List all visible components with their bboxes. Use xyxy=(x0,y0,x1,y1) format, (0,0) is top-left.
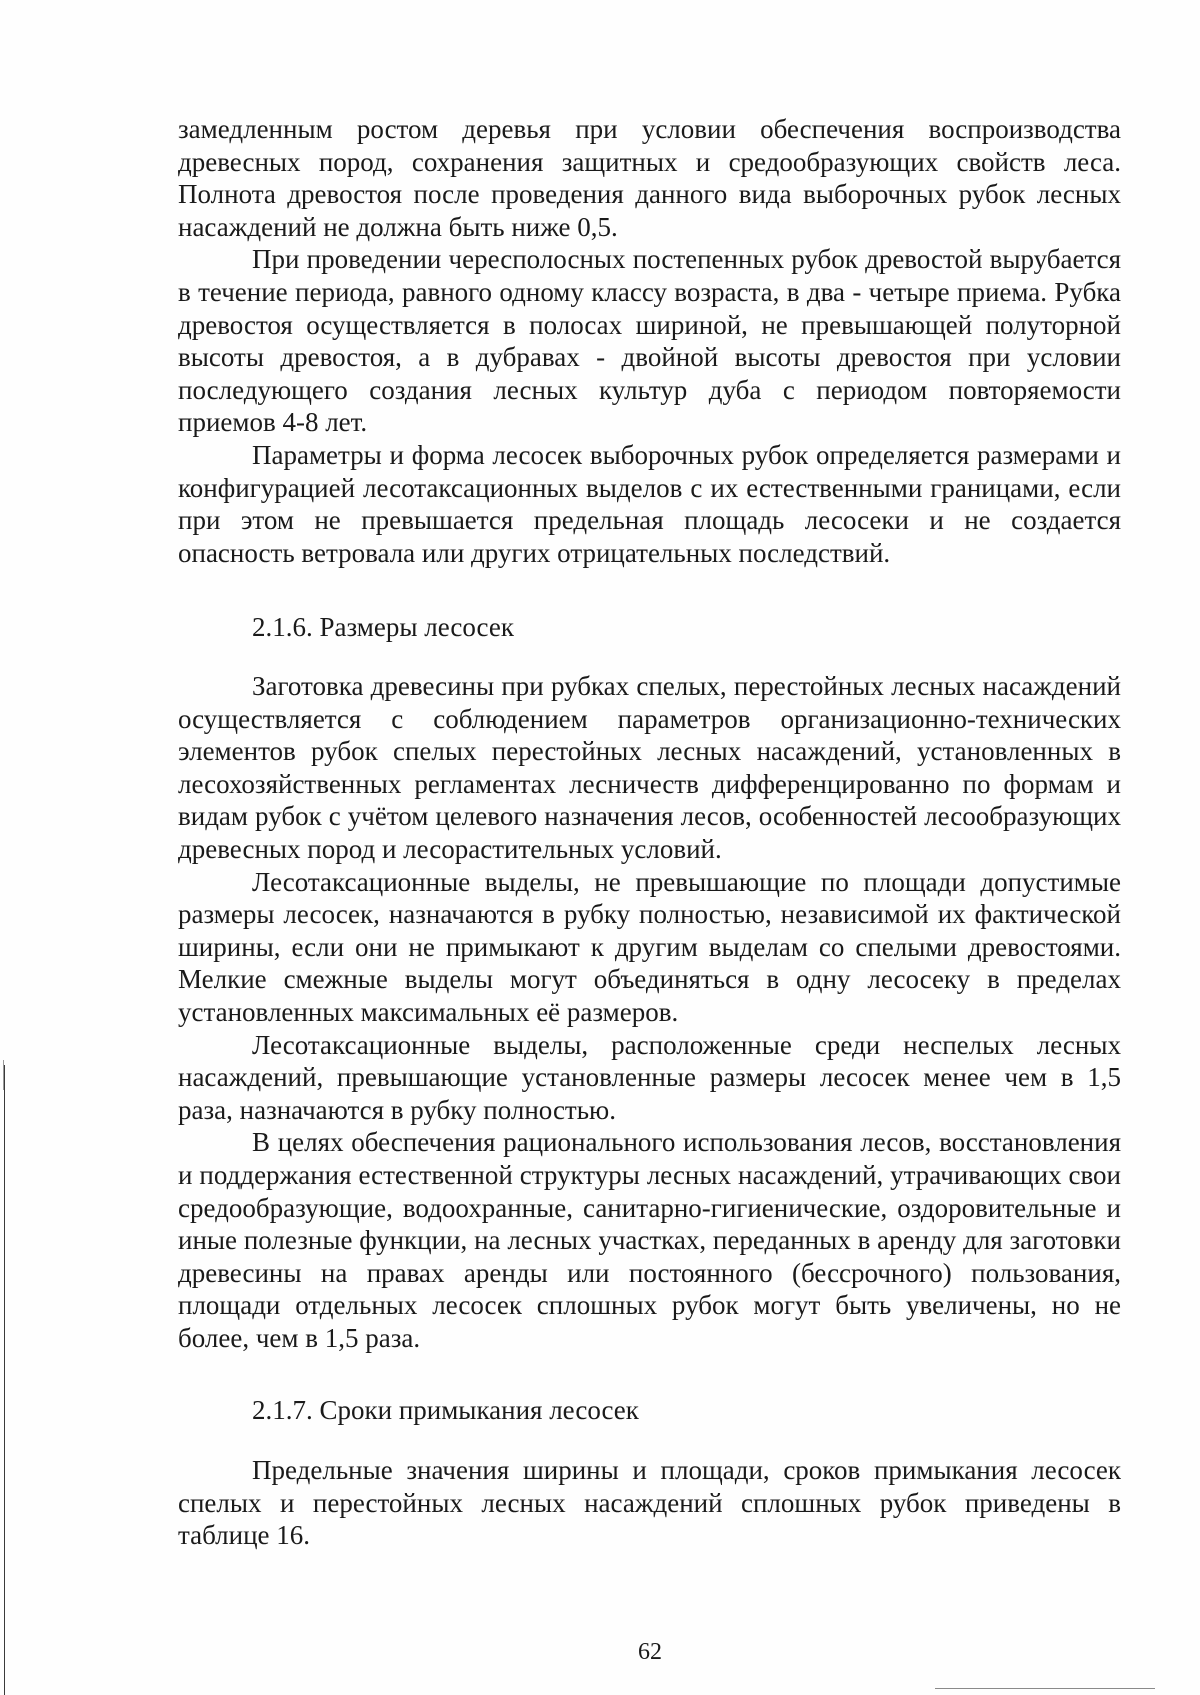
page-number: 62 xyxy=(638,1639,662,1665)
paragraph-allotments-full-cut: Лесотаксационные выделы, не превышающие по площади допустимые размеры лесосек, назначаются в рубку полностью, независимой их фактической ширины, если они не примыкают к другим выделам со спелыми древостоями. Мелкие смежные выделы могут объединяться в одну лесосеку в пределах установленных максимальных её размеров. xyxy=(178,866,1121,1027)
paragraph-strip-cutting: При проведении чересполосных постепенных рубок древостой вырубается в течение периода, равного одному классу возраста, в два - четыре приема. Рубка древостоя осуществляется в полосах шириной, не превышающей полуторной высоты древостоя, а в дубравах - двойной высоты древостоя при условии последующего создания лесных культур дуба с периодом повторяемости приемов 4-8 лет. xyxy=(178,244,1121,438)
scan-bottom-line xyxy=(935,1688,1155,1689)
paragraph-allotments-immature: Лесотаксационные выделы, расположенные среди неспелых лесных насаждений, превышающие установленные размеры лесосек менее чем в 1,5 раза, назначаются в рубку полностью. xyxy=(178,1029,1121,1125)
section-217-text-block xyxy=(178,1454,1121,1552)
section-heading-216: 2.1.6. Размеры лесосек xyxy=(252,612,514,642)
paragraph-continued: замедленным ростом деревья при условии обеспечения воспроизводства древесных пород, сохранения защитных и средообразующих свойств леса. Полнота древостоя после проведения данного вида выборочных рубок лесных насаждений не должна быть ниже 0,5. xyxy=(178,114,1121,242)
paragraph-selective-parameters: Параметры и форма лесосек выборочных рубок определяется размерами и конфигурацией лесотаксационных выделов с их естественными границами, если при этом не превышается предельная площадь лесосеки и не создается опасность ветровала или других отрицательных последствий. xyxy=(178,439,1121,568)
paragraph-timber-harvesting: Заготовка древесины при рубках спелых, перестойных лесных насаждений осуществляется с соблюдением параметров организационно-технических элементов рубок спелых перестойных лесных насаждений, установленных в лесохозяйственных регламентах лесничеств дифференцированно по формам и видам рубок с учётом целевого назначения лесов, особенностей лесообразующих древесных пород и лесорастительных условий. xyxy=(178,671,1121,864)
section-heading-217: 2.1.7. Сроки примыкания лесосек xyxy=(252,1395,639,1425)
paragraph-rational-use: В целях обеспечения рационального использования лесов, восстановления и поддержания естественной структуры лесных насаждений, утрачивающих свои средообразующие, водоохранные, санитарно-гигиенические, оздоровительные и иные полезные функции, на лесных участках, переданных в аренду для заготовки древесины на правах аренды или постоянного (бессрочного) пользования, площади отдельных лесосек сплошных рубок могут быть увеличены, но не более, чем в 1,5 раза. xyxy=(178,1127,1121,1353)
top-text-block xyxy=(178,113,1121,569)
paragraph-limit-values: Предельные значения ширины и площади, сроков примыкания лесосек спелых и перестойных лесных насаждений сплошных рубок приведены в таблице 16. xyxy=(178,1455,1121,1551)
section-216-text-block xyxy=(178,670,1121,1354)
scan-edge-line xyxy=(4,1065,5,1695)
